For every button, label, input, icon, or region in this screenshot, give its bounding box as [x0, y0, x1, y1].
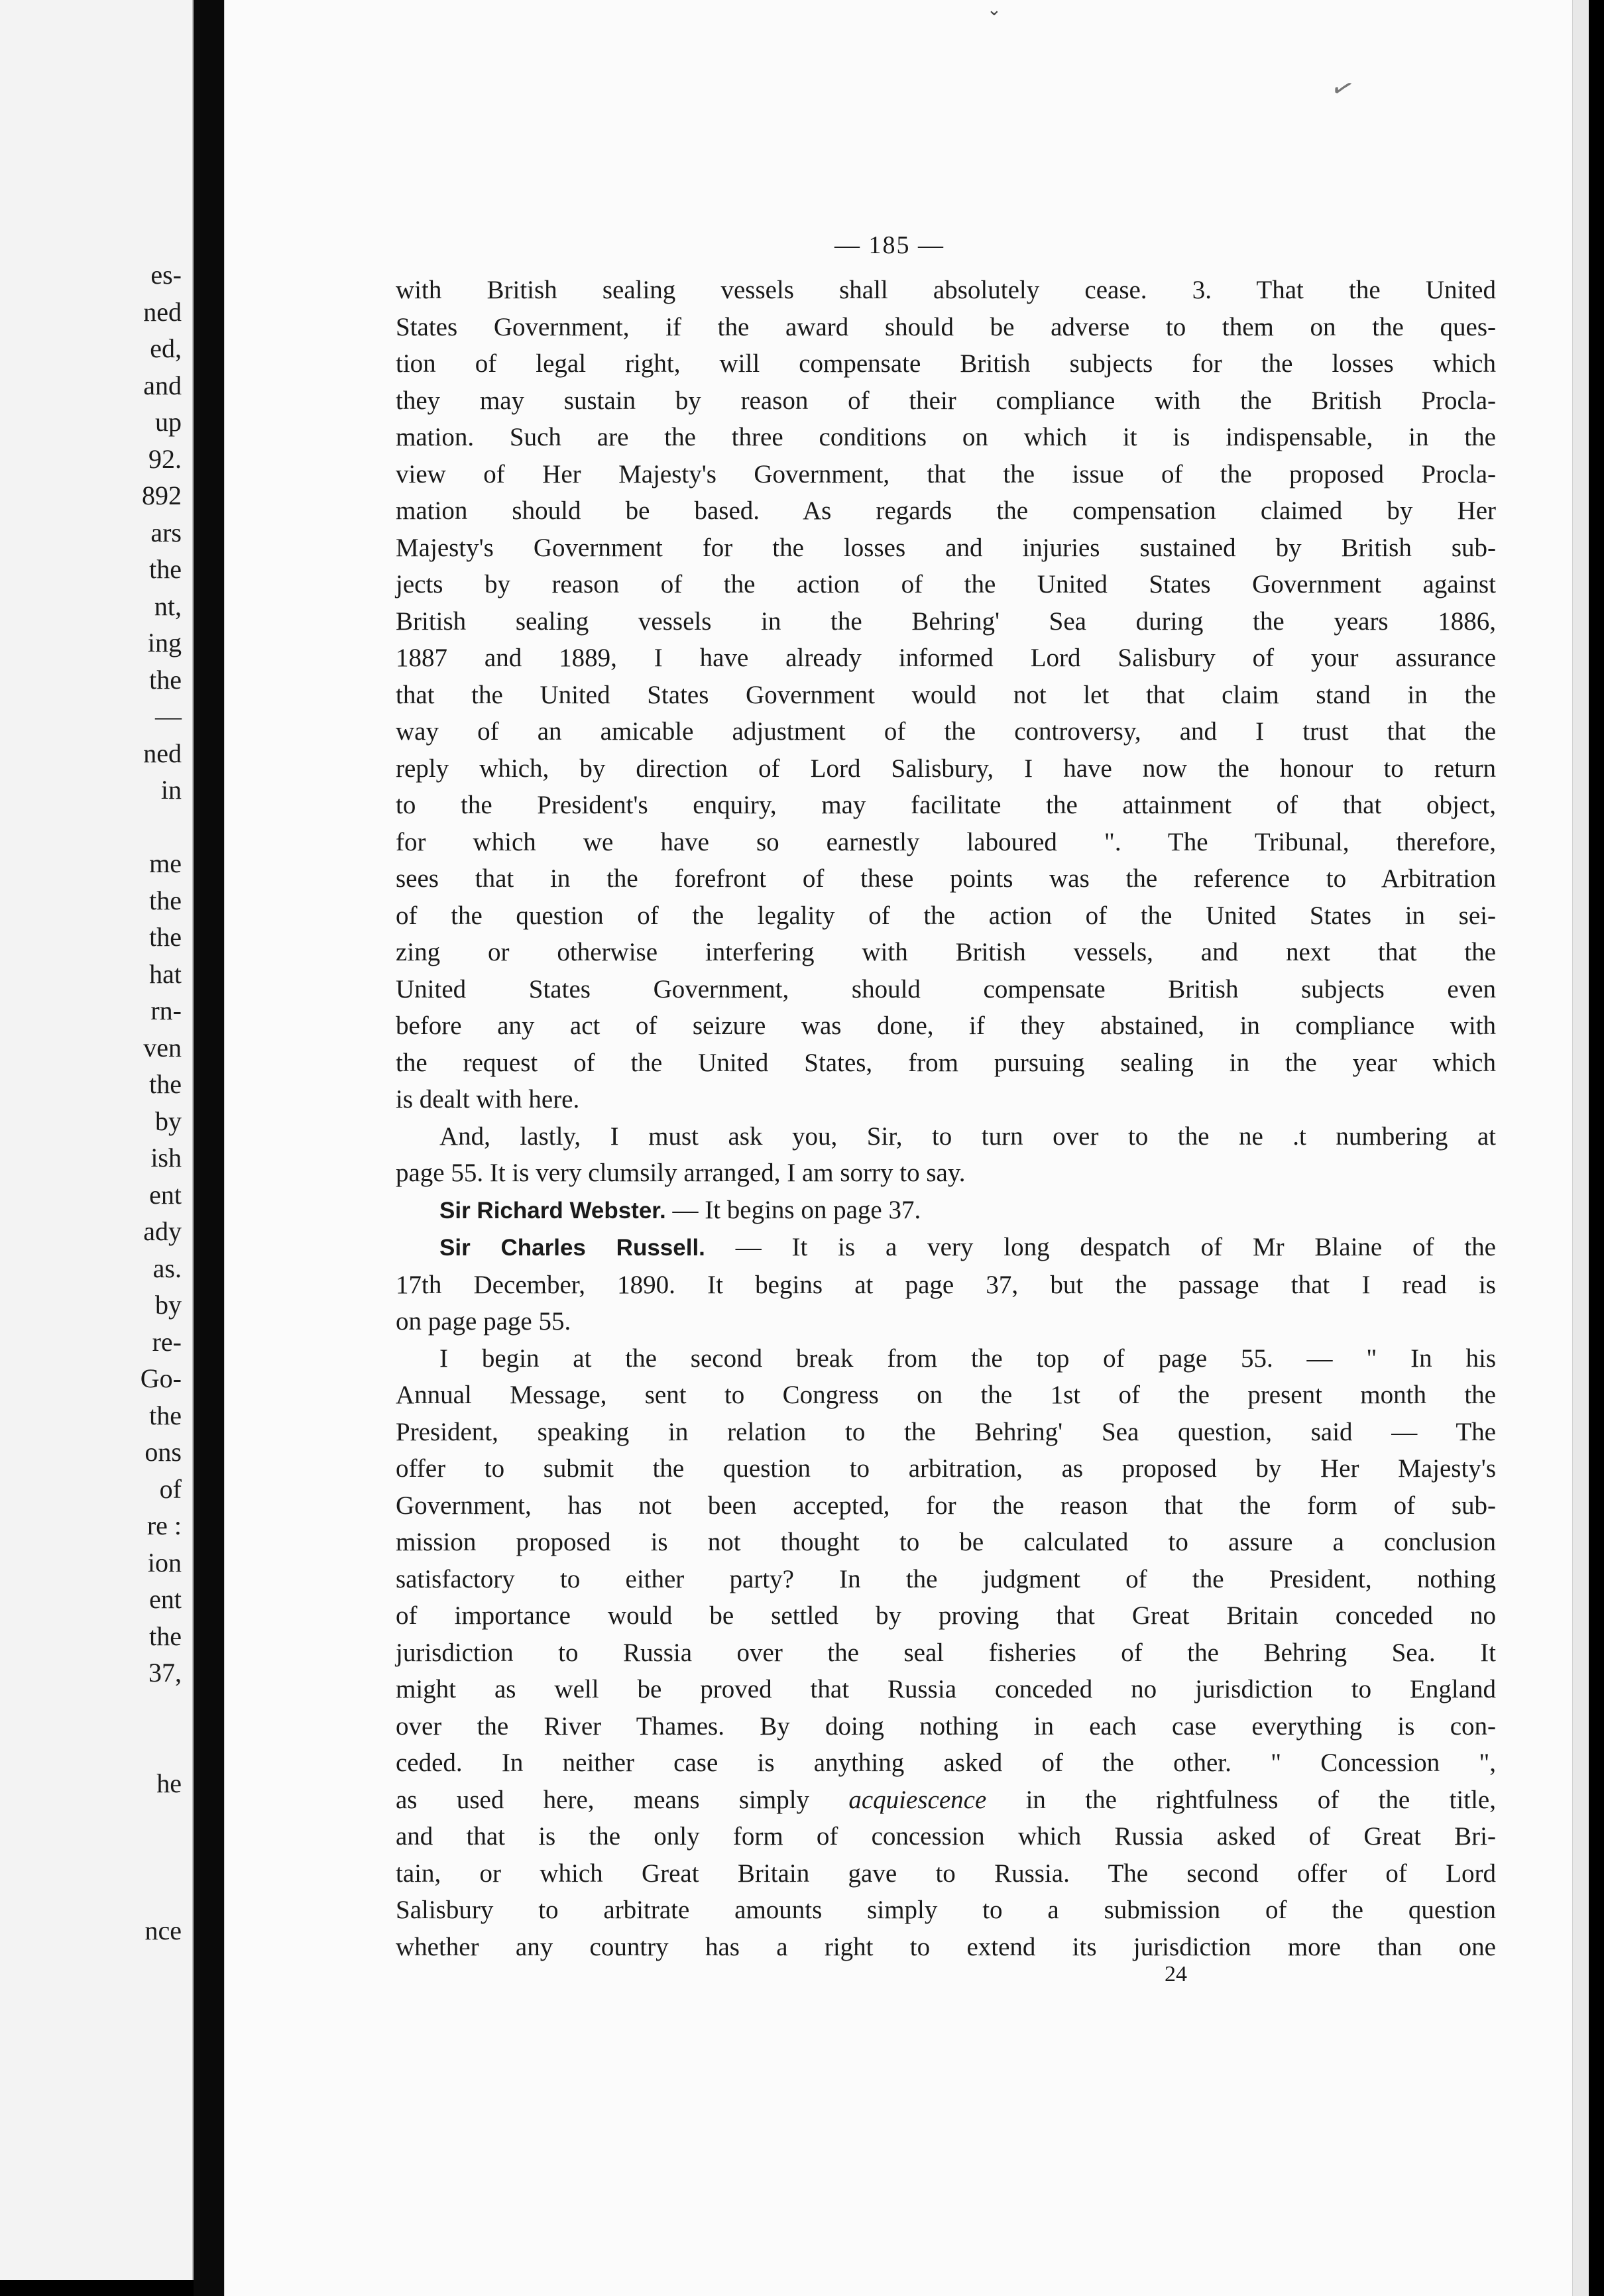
text-segment: tain, or which Great Britain gave to Russia. The second offer of Lord	[396, 1859, 1496, 1888]
text-segment: satisfactory to either party? In the judgment of the President, nothing	[396, 1564, 1496, 1593]
scan-artifact: ✓	[1327, 70, 1359, 107]
previous-page-fragment: 892	[142, 481, 182, 510]
previous-page-fragment: ish	[150, 1143, 182, 1173]
previous-page-fragment: ons	[144, 1437, 182, 1467]
text-segment: Majesty's Government for the losses and injuries sustained by British sub-	[396, 533, 1496, 562]
text-segment: in the rightfulness of the title,	[986, 1785, 1496, 1814]
text-line	[396, 860, 1496, 897]
text-line	[396, 1855, 1496, 1892]
previous-page-fragment: of	[159, 1473, 182, 1504]
text-segment: States Government, if the award should be adverse to them on the ques-	[396, 312, 1496, 341]
previous-page-fragment: the	[149, 885, 182, 915]
text-line	[396, 934, 1496, 971]
text-segment: is dealt with here.	[396, 1085, 580, 1114]
text-segment: Salisbury to arbitrate amounts simply to a submission of the question	[396, 1896, 1496, 1924]
text-line	[396, 1929, 1496, 1966]
previous-page-fragment: ady	[143, 1216, 182, 1246]
signature-mark: 24	[1165, 1962, 1187, 1986]
previous-page-fragment: in	[160, 775, 182, 805]
previous-page-fragment: ned	[143, 296, 182, 327]
text-segment: as used here, means simply	[396, 1785, 849, 1814]
text-segment: I begin at the second break from the top of page 55. — " In his	[439, 1344, 1496, 1373]
previous-page-fragment: Go-	[140, 1363, 182, 1393]
text-segment: zing or otherwise interfering with British vessels, and next that the	[396, 938, 1496, 966]
text-segment: over the River Thames. By doing nothing in each case everything is con-	[396, 1711, 1496, 1741]
previous-page-edge	[0, 0, 194, 2280]
previous-page-fragment: ed,	[150, 333, 182, 363]
text-segment: reply which, by direction of Lord Salisbury, I have now the honour to return	[396, 754, 1496, 783]
previous-page-fragment: by	[155, 1106, 182, 1136]
text-line	[396, 1377, 1496, 1414]
text-segment: 17th December, 1890. It begins at page 37, but the passage that I read is	[396, 1270, 1496, 1299]
previous-page-fragment: the	[149, 664, 182, 695]
previous-page-fragment: ion	[147, 1547, 182, 1578]
text-line	[396, 640, 1496, 677]
text-segment: before any act of seizure was done, if they abstained, in compliance with	[396, 1011, 1496, 1040]
text-line	[396, 419, 1496, 456]
text-segment: ceded. In neither case is anything asked of the other. " Concession ",	[396, 1749, 1496, 1777]
text-segment: the request of the United States, from pursuing sealing in the year which	[396, 1048, 1496, 1077]
text-segment: with British sealing vessels shall absolutely cease. 3. That the United	[396, 276, 1496, 304]
text-segment: whether any country has a right to extend its jurisdiction more than one	[396, 1932, 1496, 1961]
text-line	[396, 1045, 1496, 1082]
text-segment: mation. Such are the three conditions on which it is indispensable, in the	[396, 423, 1496, 451]
text-segment: And, lastly, I must ask you, Sir, to turn over to the ne .t numbering at	[439, 1121, 1496, 1151]
text-line	[396, 1782, 1496, 1819]
italic-word: acquiescence	[848, 1785, 987, 1814]
text-segment: for which we have so earnestly laboured ". The Tribunal, therefore,	[396, 827, 1496, 856]
previous-page-fragment: by	[155, 1290, 182, 1320]
text-line	[396, 566, 1496, 603]
previous-page-fragment: hat	[149, 958, 182, 989]
document-page	[224, 0, 1589, 2296]
text-line	[396, 1192, 1496, 1230]
text-segment: mission proposed is not thought to be calculated to assure a conclusion	[396, 1528, 1496, 1556]
text-segment: way of an amicable adjustment of the controversy, and I trust that the	[396, 717, 1496, 746]
text-line	[396, 1524, 1496, 1561]
previous-page-fragment: the	[149, 1069, 182, 1099]
text-line	[396, 1450, 1496, 1487]
previous-page-fragment: me	[149, 848, 182, 878]
previous-page-fragment: nce	[144, 1915, 182, 1945]
text-line	[396, 787, 1496, 824]
body-text	[396, 272, 1496, 1965]
text-segment: might as well be proved that Russia conceded no jurisdiction to England	[396, 1675, 1496, 1703]
text-line	[396, 272, 1496, 309]
text-line	[396, 492, 1496, 530]
text-segment: page 55. It is very clumsily arranged, I am sorry to say.	[396, 1159, 966, 1187]
text-segment: view of Her Majesty's Government, that the issue of the proposed Procla-	[396, 459, 1496, 488]
speaker-name: Sir Charles Russell.	[439, 1235, 705, 1261]
text-line	[396, 1892, 1496, 1929]
text-line	[396, 750, 1496, 787]
text-line	[396, 713, 1496, 750]
text-segment: they may sustain by reason of their compliance with the British Procla-	[396, 386, 1496, 415]
text-line	[396, 1229, 1496, 1267]
text-line	[396, 1745, 1496, 1782]
text-segment: offer to submit the question to arbitration, as proposed by Her Majesty's	[396, 1454, 1496, 1483]
previous-page-fragment: as.	[152, 1253, 182, 1283]
previous-page-fragment: rn-	[150, 996, 182, 1025]
text-line	[396, 1818, 1496, 1855]
text-line	[396, 456, 1496, 493]
book-gutter	[194, 0, 224, 2296]
previous-page-fragment: re-	[152, 1326, 182, 1357]
text-line	[396, 1487, 1496, 1524]
page-edge	[1572, 0, 1589, 2296]
previous-page-fragment: —	[155, 701, 182, 731]
text-line	[396, 382, 1496, 420]
text-line	[396, 824, 1496, 861]
text-line	[396, 1155, 1496, 1192]
text-segment: jects by reason of the action of the United States Government against	[396, 570, 1496, 599]
text-segment: jurisdiction to Russia over the seal fisheries of the Behring Sea. It	[396, 1638, 1496, 1667]
text-segment: mation should be based. As regards the compensation claimed by Her	[396, 496, 1496, 525]
previous-page-fragment: re :	[146, 1511, 182, 1540]
scan-artifact: ⌄	[987, 0, 1002, 19]
text-line	[396, 1081, 1496, 1118]
speaker-name: Sir Richard Webster.	[439, 1197, 666, 1224]
previous-page-fragment: nt,	[154, 591, 182, 621]
text-segment: Annual Message, sent to Congress on the 1st of the present month the	[396, 1381, 1496, 1409]
text-segment: on page page 55.	[396, 1307, 571, 1336]
page-number: — 185 —	[834, 231, 945, 259]
text-line	[396, 971, 1496, 1008]
previous-page-fragment: 37,	[148, 1658, 182, 1688]
text-line	[396, 1267, 1496, 1304]
text-segment: — It begins on page 37.	[665, 1195, 921, 1224]
text-line	[396, 1708, 1496, 1745]
text-line	[396, 677, 1496, 714]
text-line	[396, 1303, 1496, 1340]
text-segment: to the President's enquiry, may facilitate the attainment of that object,	[396, 791, 1496, 819]
previous-page-fragment: and	[143, 370, 182, 400]
text-segment: tion of legal right, will compensate British subjects for the losses which	[396, 349, 1496, 378]
previous-page-fragment: the	[149, 1400, 182, 1430]
text-line	[396, 1597, 1496, 1635]
previous-page-fragment: ned	[143, 738, 182, 768]
text-segment: — It is a very long despatch of Mr Blaine of the	[705, 1233, 1496, 1261]
text-segment: that the United States Government would not let that claim stand in the	[396, 680, 1496, 709]
previous-page-fragment: ing	[147, 628, 182, 658]
previous-page-fragment: ven	[143, 1032, 182, 1062]
text-line	[396, 530, 1496, 567]
text-line	[396, 1340, 1496, 1377]
text-segment: British sealing vessels in the Behring' Sea during the years 1886,	[396, 606, 1496, 636]
text-line	[396, 1007, 1496, 1045]
previous-page-fragment: es-	[150, 260, 182, 290]
text-segment: President, speaking in relation to the Behring' Sea question, said — The	[396, 1417, 1496, 1446]
previous-page-fragment: 92.	[148, 443, 182, 474]
text-line	[396, 897, 1496, 935]
text-segment: of the question of the legality of the action of the United States in sei-	[396, 901, 1496, 930]
text-line	[396, 1671, 1496, 1708]
previous-page-fragment: he	[156, 1768, 182, 1798]
text-segment: 1887 and 1889, I have already informed Lord Salisbury of your assurance	[396, 644, 1496, 672]
text-segment: Government, has not been accepted, for the reason that the form of sub-	[396, 1491, 1496, 1520]
text-line	[396, 1635, 1496, 1672]
text-line	[396, 1414, 1496, 1451]
text-line	[396, 603, 1496, 640]
previous-page-fragment: the	[149, 1621, 182, 1651]
previous-page-fragment: the	[149, 922, 182, 952]
text-segment: of importance would be settled by proving that Great Britain conceded no	[396, 1601, 1496, 1630]
previous-page-fragment: the	[149, 554, 182, 584]
text-segment: United States Government, should compensate British subjects even	[396, 974, 1496, 1004]
text-segment: and that is the only form of concession which Russia asked of Great Bri-	[396, 1822, 1496, 1851]
previous-page-fragment: ent	[149, 1179, 182, 1210]
text-line	[396, 309, 1496, 346]
previous-page-fragment: ars	[150, 517, 182, 547]
previous-page-fragment: ent	[149, 1584, 182, 1614]
previous-page-fragment: up	[155, 407, 182, 437]
text-segment: sees that in the forefront of these points was the reference to Arbitration	[396, 864, 1496, 893]
text-line	[396, 345, 1496, 382]
text-line	[396, 1118, 1496, 1155]
text-line	[396, 1561, 1496, 1598]
